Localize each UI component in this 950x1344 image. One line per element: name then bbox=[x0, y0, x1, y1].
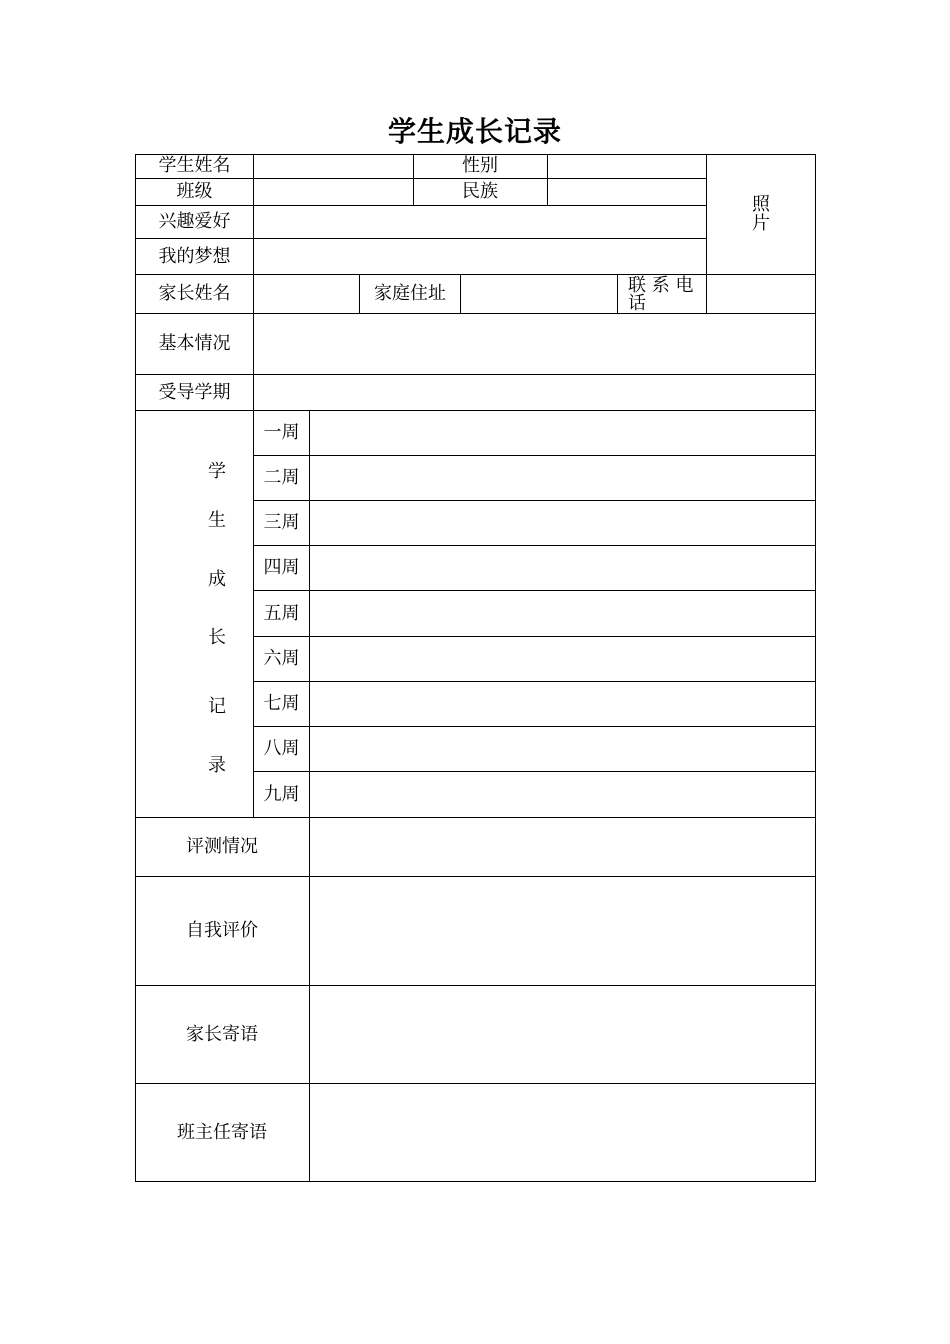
growth-label-char: 录 bbox=[208, 755, 226, 776]
label-teacher-msg: 班主任寄语 bbox=[177, 1121, 267, 1143]
week-label: 九周 bbox=[263, 783, 300, 805]
hobbies-field[interactable] bbox=[254, 206, 706, 238]
evaluation-field[interactable] bbox=[310, 818, 815, 876]
label-student-name: 学生姓名 bbox=[158, 155, 231, 177]
parent-msg-field[interactable] bbox=[310, 986, 815, 1083]
teacher-msg-field[interactable] bbox=[310, 1084, 815, 1181]
label-my-dream: 我的梦想 bbox=[158, 245, 231, 267]
label-semester: 受导学期 bbox=[158, 381, 231, 403]
week-label: 二周 bbox=[263, 467, 300, 489]
week-label: 八周 bbox=[263, 738, 300, 760]
class-field[interactable] bbox=[254, 179, 413, 205]
label-parent-name: 家长姓名 bbox=[158, 283, 231, 305]
week-label: 七周 bbox=[263, 693, 300, 715]
week-entry[interactable] bbox=[310, 727, 815, 771]
week-label: 五周 bbox=[263, 602, 300, 624]
label-phone-line2: 话 bbox=[628, 292, 646, 314]
label-evaluation: 评测情况 bbox=[186, 836, 258, 858]
week-entry[interactable] bbox=[310, 546, 815, 590]
label-class: 班级 bbox=[176, 181, 213, 203]
self-eval-field[interactable] bbox=[310, 877, 815, 985]
week-label: 一周 bbox=[263, 422, 300, 444]
growth-label-char: 长 bbox=[208, 627, 226, 648]
week-label: 六周 bbox=[263, 648, 300, 670]
label-home-address: 家庭住址 bbox=[374, 283, 446, 305]
photo-label: 照片 bbox=[752, 193, 770, 234]
label-ethnicity: 民族 bbox=[462, 181, 498, 203]
label-parent-msg: 家长寄语 bbox=[186, 1023, 258, 1045]
my-dream-field[interactable] bbox=[254, 239, 706, 274]
week-entry[interactable] bbox=[310, 411, 815, 455]
student-name-field[interactable] bbox=[254, 155, 413, 178]
label-hobbies: 兴趣爱好 bbox=[158, 211, 231, 233]
growth-label-char: 记 bbox=[208, 696, 226, 717]
photo-box[interactable] bbox=[707, 155, 815, 274]
home-address-field[interactable] bbox=[461, 275, 617, 313]
label-phone-line1: 联 系 电 bbox=[628, 274, 694, 296]
week-entry[interactable] bbox=[310, 501, 815, 545]
parent-name-field[interactable] bbox=[254, 275, 359, 313]
label-self-eval: 自我评价 bbox=[186, 920, 258, 942]
ethnicity-field[interactable] bbox=[548, 179, 706, 205]
week-entry[interactable] bbox=[310, 772, 815, 817]
phone-field[interactable] bbox=[707, 275, 815, 313]
week-entry[interactable] bbox=[310, 637, 815, 681]
semester-field[interactable] bbox=[254, 375, 815, 410]
basic-info-field[interactable] bbox=[254, 314, 815, 374]
week-label: 三周 bbox=[263, 512, 300, 534]
week-entry[interactable] bbox=[310, 591, 815, 636]
week-entry[interactable] bbox=[310, 456, 815, 500]
label-gender: 性别 bbox=[462, 155, 498, 177]
label-phone bbox=[618, 275, 706, 314]
growth-label-char: 生 bbox=[208, 510, 226, 531]
growth-label-char: 成 bbox=[208, 569, 226, 590]
gender-field[interactable] bbox=[548, 155, 706, 178]
week-label: 四周 bbox=[263, 557, 300, 579]
growth-record-label bbox=[136, 411, 253, 817]
growth-label-char: 学 bbox=[208, 461, 226, 482]
week-entry[interactable] bbox=[310, 682, 815, 726]
page-title: 学生成长记录 bbox=[387, 115, 562, 148]
label-basic-info: 基本情况 bbox=[158, 333, 231, 355]
